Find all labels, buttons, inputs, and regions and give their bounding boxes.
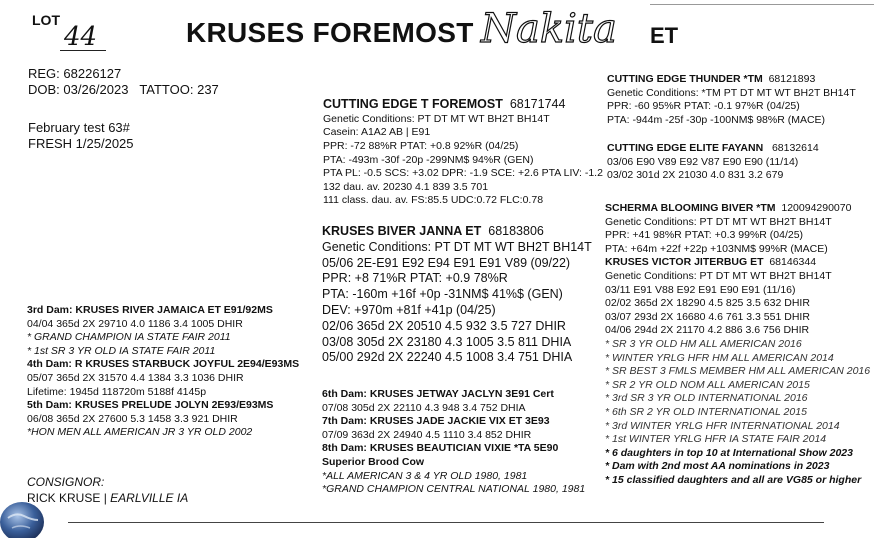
honor-item: * 1st WINTER YRLG HFR IA STATE FAIR 2014 — [605, 433, 827, 446]
dam-detail-line: 05/00 292d 2X 22240 4.5 1008 3.4 751 DHIA — [322, 350, 573, 365]
dam-detail-line: PTA: -160m +16f +0p -31NM$ 41%$ (GEN) — [322, 287, 563, 302]
honor-item: * 6th SR 2 YR OLD INTERNATIONAL 2015 — [605, 405, 807, 418]
third-dam-record: 04/04 365d 2X 29710 4.0 1186 3.4 1005 DHIR — [27, 317, 243, 330]
seventh-dam-record: 07/09 363d 2X 24940 4.5 1110 3.4 852 DHIR — [322, 428, 532, 441]
dam-detail-line: 05/06 2E-E91 E92 E94 E91 E91 V89 (09/22) — [322, 255, 571, 270]
dam-dam-detail-line: 02/02 365d 2X 18290 4.5 825 3.5 632 DHIR — [605, 297, 810, 310]
lower-dams-middle — [322, 388, 585, 497]
dam-sire-reg: 120094290070 — [781, 202, 852, 214]
dam-dam-detail-line: Genetic Conditions: PT DT MT WT BH2T BH14T — [605, 269, 832, 282]
reg-number: REG: 68226127 — [28, 66, 122, 81]
seventh-dam-title: 7th Dam: KRUSES JADE JACKIE VIX ET 3E93 — [322, 415, 550, 428]
fourth-dam-record: 05/07 365d 2X 31570 4.4 1384 3.3 1036 DHIR — [27, 371, 244, 384]
sire-sire-detail-line: PTA: -944m -25f -30p -100NM$ 98%R (MACE) — [607, 113, 826, 126]
fifth-dam-honor: *HON MEN ALL AMERICAN JR 3 YR OLD 2002 — [27, 426, 253, 439]
highlight-item: * Dam with 2nd most AA nominations in 2023 — [605, 460, 830, 473]
dam-dam-detail-line: 03/07 293d 2X 16680 4.6 761 3.3 551 DHIR — [605, 310, 810, 323]
honor-item: * 3rd SR 3 YR OLD INTERNATIONAL 2016 — [605, 392, 808, 405]
dam-reg: 68183806 — [488, 224, 544, 238]
sire-dam-name-line — [607, 142, 819, 156]
dam-sire-detail-line: PPR: +41 98%R PTAT: +0.3 99%R (04/25) — [605, 229, 804, 242]
dam-detail-line: DEV: +970m +81f +41p (04/25) — [322, 302, 496, 317]
fourth-dam-title: 4th Dam: R KRUSES STARBUCK JOYFUL 2E94/E93MS — [27, 358, 300, 371]
sire-sire-block — [607, 73, 856, 127]
fifth-dam-title: 5th Dam: KRUSES PRELUDE JOLYN 2E93/E93MS — [27, 399, 274, 412]
dob-tattoo — [28, 82, 219, 98]
february-test: February test 63# — [28, 120, 130, 135]
consignor-location: EARLVILLE IA — [110, 491, 189, 505]
lot-number: 44 — [64, 22, 98, 52]
test-info — [28, 120, 134, 152]
sixth-dam-title: 6th Dam: KRUSES JETWAY JACLYN 3E91 Cert — [322, 388, 554, 400]
animal-name-script: Nakita — [481, 6, 617, 52]
consignor-separator: | — [100, 491, 111, 505]
animal-et-suffix: ET — [650, 23, 679, 48]
dam-detail-line: 03/08 305d 2X 23180 4.3 1005 3.5 811 DHIA — [322, 334, 572, 349]
dam-sire-details — [605, 216, 870, 257]
lot-label: LOT — [32, 12, 60, 28]
honor-item: * SR 2 YR OLD NOM ALL AMERICAN 2015 — [605, 378, 810, 391]
sire-detail-line: Casein: A1A2 AB | E91 — [323, 126, 431, 139]
dam-dam-details — [605, 270, 870, 338]
sire-dam-block — [607, 142, 819, 183]
third-dam-title: 3rd Dam: KRUSES RIVER JAMAICA ET E91/92MS — [27, 304, 273, 316]
sire-details — [323, 113, 603, 208]
dam-sire-name-line — [605, 202, 870, 216]
dam-dam-name: KRUSES VICTOR JITERBUG ET — [605, 256, 764, 269]
sire-block — [323, 97, 603, 208]
fifth-dam-record: 06/08 365d 2X 27600 5.3 1458 3.3 921 DHIR — [27, 412, 238, 425]
sire-dam-reg: 68132614 — [771, 142, 819, 154]
dam-sire-detail-line: PTA: +64m +22f +22p +103NM$ 99%R (MACE) — [605, 242, 828, 255]
dam-sire-detail-line: Genetic Conditions: PT DT MT WT BH2T BH14T — [605, 215, 832, 228]
honor-item: * 3rd WINTER YRLG HFR INTERNATIONAL 2014 — [605, 419, 840, 432]
highlight-item: * 6 daughters in top 10 at International Show 2023 — [605, 446, 853, 459]
sire-sire-reg: 68121893 — [768, 73, 816, 85]
sire-detail-line: PTA PL: -0.5 SCS: +3.02 DPR: -1.9 SCE: +2.6 PTA LIV: -1.2 — [323, 167, 603, 180]
dam-dam-honors — [605, 338, 870, 447]
dam-name-line — [322, 224, 592, 240]
sire-dam-name: CUTTING EDGE ELITE FAYANN — [607, 142, 764, 154]
sire-detail-line: Genetic Conditions: PT DT MT WT BH2T BH14T — [323, 112, 550, 125]
highlight-item: * 15 classified daughters and all are VG85 or higher — [605, 473, 862, 486]
dam-dam-reg: 68146344 — [769, 256, 817, 269]
eighth-dam-honor: *GRAND CHAMPION CENTRAL NATIONAL 1980, 1981 — [322, 483, 586, 496]
lower-dams-left — [27, 304, 299, 440]
honor-item: * SR BEST 3 FMLS MEMBER HM ALL AMERICAN 2016 — [605, 365, 871, 378]
lot-underline — [60, 50, 106, 51]
eighth-dam-subtitle: Superior Brood Cow — [322, 455, 425, 468]
third-dam-honor: * 1st SR 3 YR OLD IA STATE FAIR 2011 — [27, 344, 216, 357]
sire-sire-name: CUTTING EDGE THUNDER *TM — [607, 73, 763, 85]
sire-detail-line: PPR: -72 88%R PTAT: +0.8 92%R (04/25) — [323, 139, 519, 152]
dam-block — [322, 224, 592, 366]
consignor-line — [27, 490, 188, 506]
eighth-dam-honor: *ALL AMERICAN 3 & 4 YR OLD 1980, 1981 — [322, 469, 528, 482]
sire-sire-details — [607, 87, 856, 128]
honor-item: * WINTER YRLG HFR HM ALL AMERICAN 2014 — [605, 351, 834, 364]
dam-dam-detail-line: 03/11 E91 V88 E92 E91 E90 E91 (11/16) — [605, 283, 796, 296]
eighth-dam-title: 8th Dam: KRUSES BEAUTICIAN VIXIE *TA 5E90 — [322, 442, 559, 455]
bottom-divider — [68, 522, 824, 523]
dam-detail-line: PPR: +8 71%R PTAT: +0.9 78%R — [322, 271, 508, 286]
sixth-dam-record: 07/08 305d 2X 22110 4.3 948 3.4 752 DHIA — [322, 401, 526, 414]
dam-sire-block — [605, 202, 870, 487]
dam-dam-name-line — [605, 256, 870, 270]
tattoo: TATTOO: 237 — [139, 82, 219, 97]
animal-name: KRUSES FOREMOST — [186, 17, 474, 48]
consignor-name: RICK KRUSE — [27, 491, 101, 505]
dob: DOB: 03/26/2023 — [28, 82, 129, 97]
dam-sire-name: SCHERMA BLOOMING BIVER *TM — [605, 202, 776, 214]
sire-dam-detail-line: 03/02 301d 2X 21030 4.0 831 3.2 679 — [607, 169, 784, 182]
sire-detail-line: 132 dau. av. 20230 4.1 839 3.5 701 — [323, 180, 489, 193]
sire-sire-detail-line: Genetic Conditions: *TM PT DT MT WT BH2T BH14T — [607, 86, 856, 99]
sire-reg: 68171744 — [509, 97, 566, 111]
sire-detail-line: PTA: -493m -30f -20p -299NM$ 94%R (GEN) — [323, 153, 534, 166]
fresh-date: FRESH 1/25/2025 — [28, 136, 134, 151]
dam-detail-line: Genetic Conditions: PT DT MT WT BH2T BH14T — [322, 239, 592, 254]
sire-dam-details — [607, 156, 819, 183]
sire-sire-detail-line: PPR: -60 95%R PTAT: -0.1 97%R (04/25) — [607, 100, 800, 113]
sire-detail-line: 111 class. dau. av. FS:85.5 UDC:0.72 FLC:0.78 — [323, 194, 544, 207]
honor-item: * SR 3 YR OLD HM ALL AMERICAN 2016 — [605, 337, 802, 350]
sire-name: CUTTING EDGE T FOREMOST — [323, 97, 503, 111]
dam-details — [322, 240, 592, 366]
dam-name: KRUSES BIVER JANNA ET — [322, 224, 482, 238]
sire-dam-detail-line: 03/06 E90 V89 E92 V87 E90 E90 (11/14) — [607, 155, 799, 168]
fourth-dam-lifetime: Lifetime: 1945d 118720m 5188f 4145p — [27, 385, 207, 398]
consignor-block — [27, 474, 188, 506]
animal-info — [28, 66, 219, 98]
third-dam-honor: * GRAND CHAMPION IA STATE FAIR 2011 — [27, 331, 231, 344]
sire-name-line — [323, 97, 603, 113]
dam-detail-line: 02/06 365d 2X 20510 4.5 932 3.5 727 DHIR — [322, 318, 566, 333]
top-divider — [650, 4, 874, 5]
sire-sire-name-line — [607, 73, 856, 87]
consignor-label: CONSIGNOR: — [27, 475, 105, 489]
globe-icon — [0, 498, 50, 538]
dam-dam-highlights — [605, 447, 870, 488]
dam-dam-detail-line: 04/06 294d 2X 21170 4.2 886 3.6 756 DHIR — [605, 324, 810, 337]
